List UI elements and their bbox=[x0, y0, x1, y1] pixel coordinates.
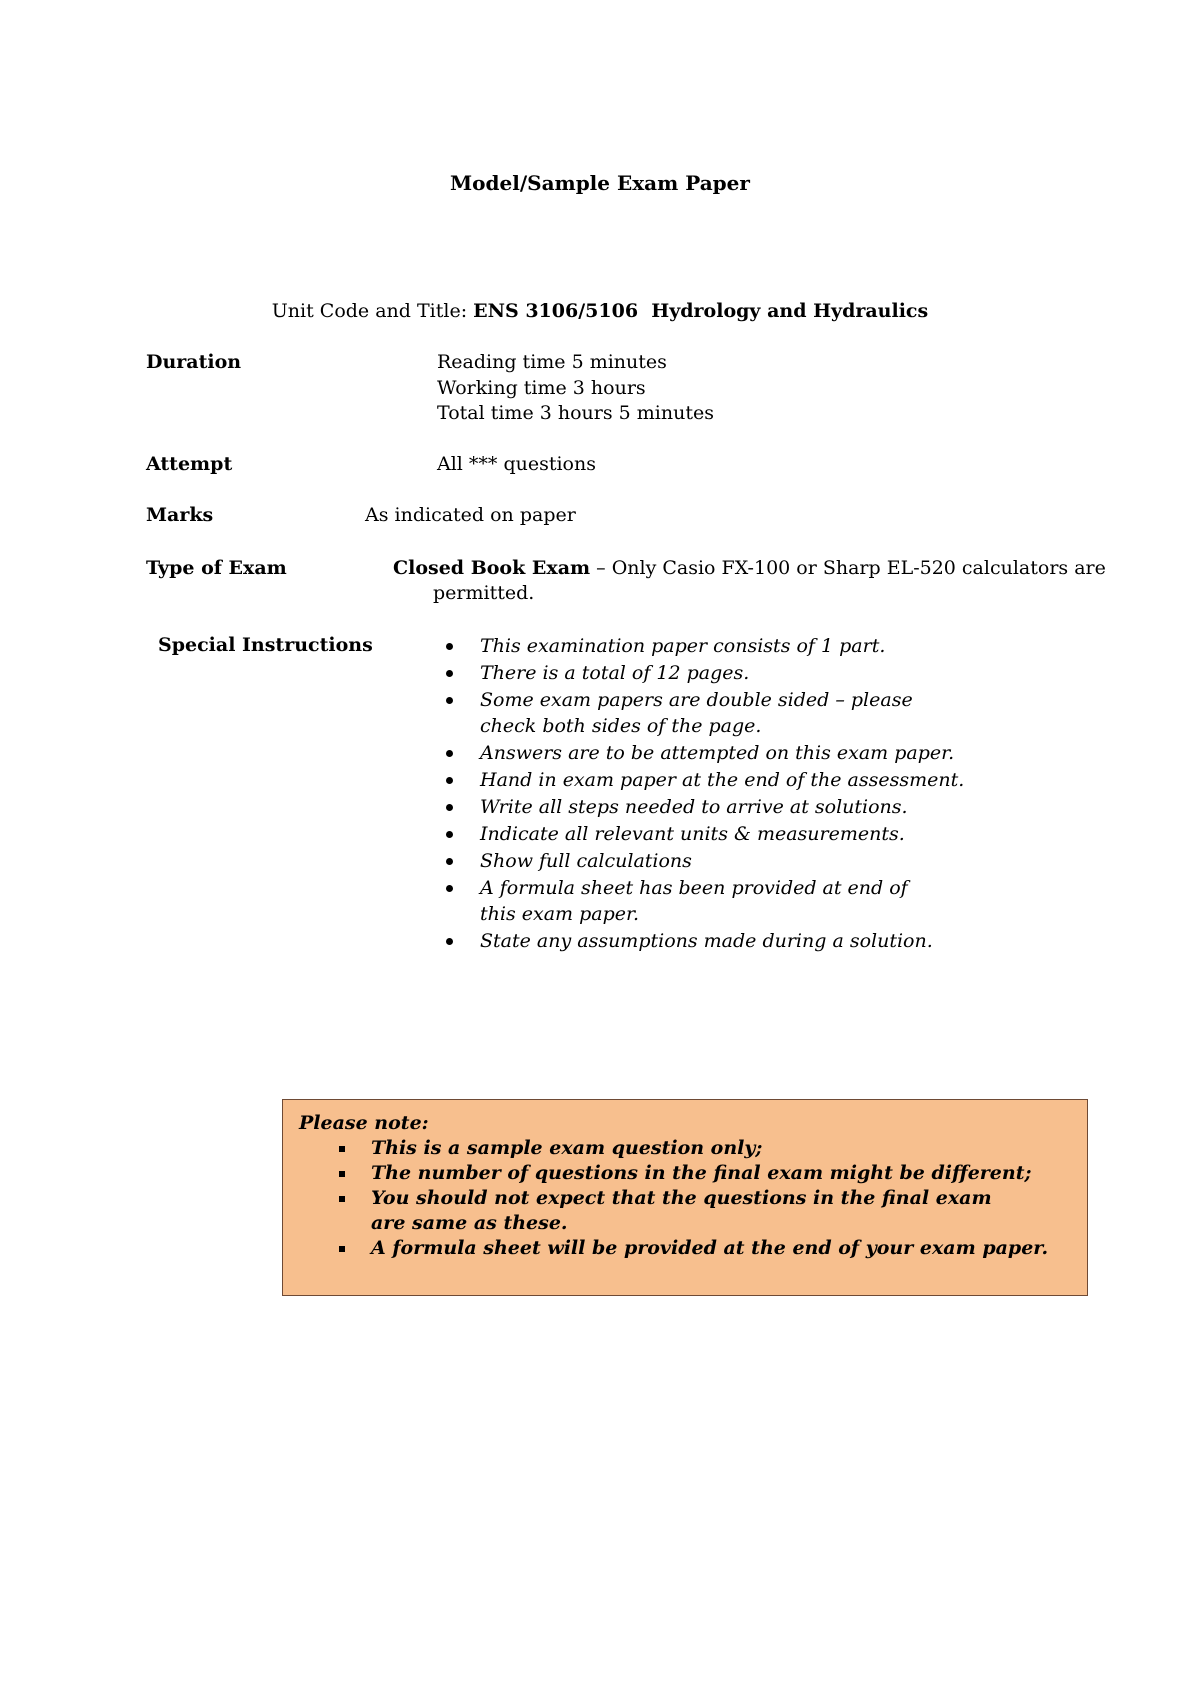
unit-code-line bbox=[0, 299, 1200, 324]
duration-reading: Reading time 5 minutes bbox=[437, 351, 667, 373]
list-item: There is a total of 12 pages. bbox=[440, 660, 1000, 686]
square-bullet-icon bbox=[339, 1171, 345, 1177]
bullet-icon bbox=[446, 804, 453, 811]
bullet-icon bbox=[446, 643, 453, 650]
list-item: You should not expect that the questions in the final exam are same as these. bbox=[299, 1186, 1011, 1236]
exam-type-bold: Closed Book Exam bbox=[393, 557, 591, 579]
list-item: The number of questions in the final exam might be different; bbox=[299, 1161, 1071, 1186]
exam-type-rest: – Only Casio FX-100 or Sharp EL-520 calculators are bbox=[590, 557, 1106, 579]
list-item: Answers are to be attempted on this exam paper. bbox=[440, 740, 1000, 766]
duration-working: Working time 3 hours bbox=[437, 377, 646, 399]
unit-code-label: Unit Code and Title: bbox=[271, 300, 468, 322]
exam-type-line bbox=[393, 556, 1106, 581]
bullet-icon bbox=[446, 885, 453, 892]
list-item: Some exam papers are double sided – please check both sides of the page. bbox=[440, 687, 940, 739]
exam-type-label: Type of Exam bbox=[146, 557, 287, 579]
square-bullet-icon bbox=[339, 1246, 345, 1252]
unit-code-value: ENS 3106/5106 Hydrology and Hydraulics bbox=[473, 300, 929, 322]
bullet-icon bbox=[446, 831, 453, 838]
marks-label: Marks bbox=[146, 504, 214, 526]
page-title: Model/Sample Exam Paper bbox=[450, 171, 750, 195]
duration-label: Duration bbox=[146, 351, 242, 373]
square-bullet-icon bbox=[339, 1146, 345, 1152]
note-list bbox=[299, 1136, 1071, 1261]
list-item: A formula sheet has been provided at end of this exam paper. bbox=[440, 875, 940, 927]
attempt-value: All *** questions bbox=[437, 453, 596, 475]
special-instructions-label: Special Instructions bbox=[158, 634, 373, 656]
please-note-box bbox=[282, 1099, 1088, 1296]
bullet-icon bbox=[446, 777, 453, 784]
bullet-icon bbox=[446, 750, 453, 757]
duration-total: Total time 3 hours 5 minutes bbox=[437, 402, 714, 424]
note-title: Please note: bbox=[299, 1112, 429, 1134]
list-item: Hand in exam paper at the end of the assessment. bbox=[440, 767, 1000, 793]
bullet-icon bbox=[446, 670, 453, 677]
list-item: A formula sheet will be provided at the end of your exam paper. bbox=[299, 1236, 1071, 1261]
attempt-label: Attempt bbox=[146, 453, 233, 475]
exam-type-rest-2: permitted. bbox=[433, 582, 535, 604]
special-instructions-list bbox=[440, 633, 1000, 955]
list-item: State any assumptions made during a solution. bbox=[440, 928, 1000, 954]
bullet-icon bbox=[446, 938, 453, 945]
bullet-icon bbox=[446, 858, 453, 865]
square-bullet-icon bbox=[339, 1196, 345, 1202]
list-item: Write all steps needed to arrive at solutions. bbox=[440, 794, 1000, 820]
list-item: Show full calculations bbox=[440, 848, 1000, 874]
list-item: Indicate all relevant units & measurements. bbox=[440, 821, 1000, 847]
marks-value: As indicated on paper bbox=[365, 504, 576, 526]
bullet-icon bbox=[446, 697, 453, 704]
list-item: This is a sample exam question only; bbox=[299, 1136, 1071, 1161]
list-item: This examination paper consists of 1 part. bbox=[440, 633, 1000, 659]
